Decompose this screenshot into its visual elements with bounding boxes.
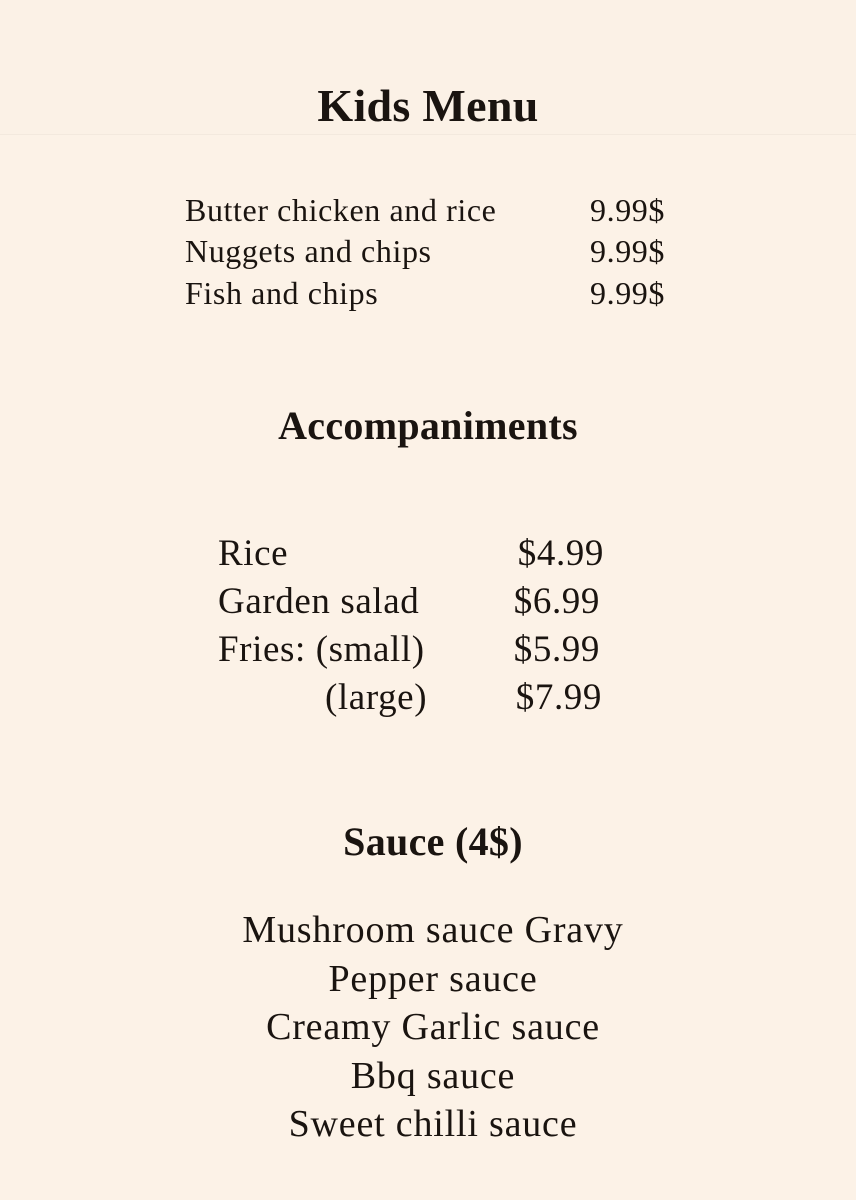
item-name: (large) [325, 677, 428, 718]
item-price: 9.99$ [590, 233, 665, 269]
accompaniment-item [218, 674, 604, 722]
sauce-item: Creamy Garlic sauce [266, 1006, 600, 1048]
item-name: Garden salad [218, 581, 420, 622]
kids-menu-item [185, 189, 665, 231]
item-price: $4.99 [517, 533, 604, 574]
item-price: $7.99 [515, 677, 602, 718]
item-price: 9.99$ [590, 192, 665, 228]
kids-menu-title: Kids Menu [317, 80, 539, 131]
sauce-title: Sauce (4$) [343, 819, 523, 864]
item-name: Rice [218, 533, 289, 574]
accompaniment-item [218, 626, 604, 674]
accompaniments-title: Accompaniments [278, 403, 578, 448]
item-price: 9.99$ [590, 275, 665, 311]
item-name: Butter chicken and rice [185, 192, 497, 228]
sauce-list [0, 906, 856, 1149]
accompaniment-item [218, 530, 604, 578]
item-name: Fries: (small) [218, 629, 425, 670]
item-name: Nuggets and chips [185, 233, 432, 269]
sauce-item: Pepper sauce [328, 957, 538, 1000]
kids-menu-item [185, 272, 665, 314]
item-price: $5.99 [513, 629, 600, 670]
item-price: $6.99 [513, 581, 600, 622]
sauce-item: Mushroom sauce Gravy [242, 909, 624, 951]
accompaniment-item [218, 578, 604, 626]
kids-menu-item [185, 230, 665, 272]
item-name: Fish and chips [185, 275, 379, 311]
sauce-item: Bbq sauce [350, 1054, 516, 1097]
sauce-item: Sweet chilli sauce [288, 1103, 578, 1145]
